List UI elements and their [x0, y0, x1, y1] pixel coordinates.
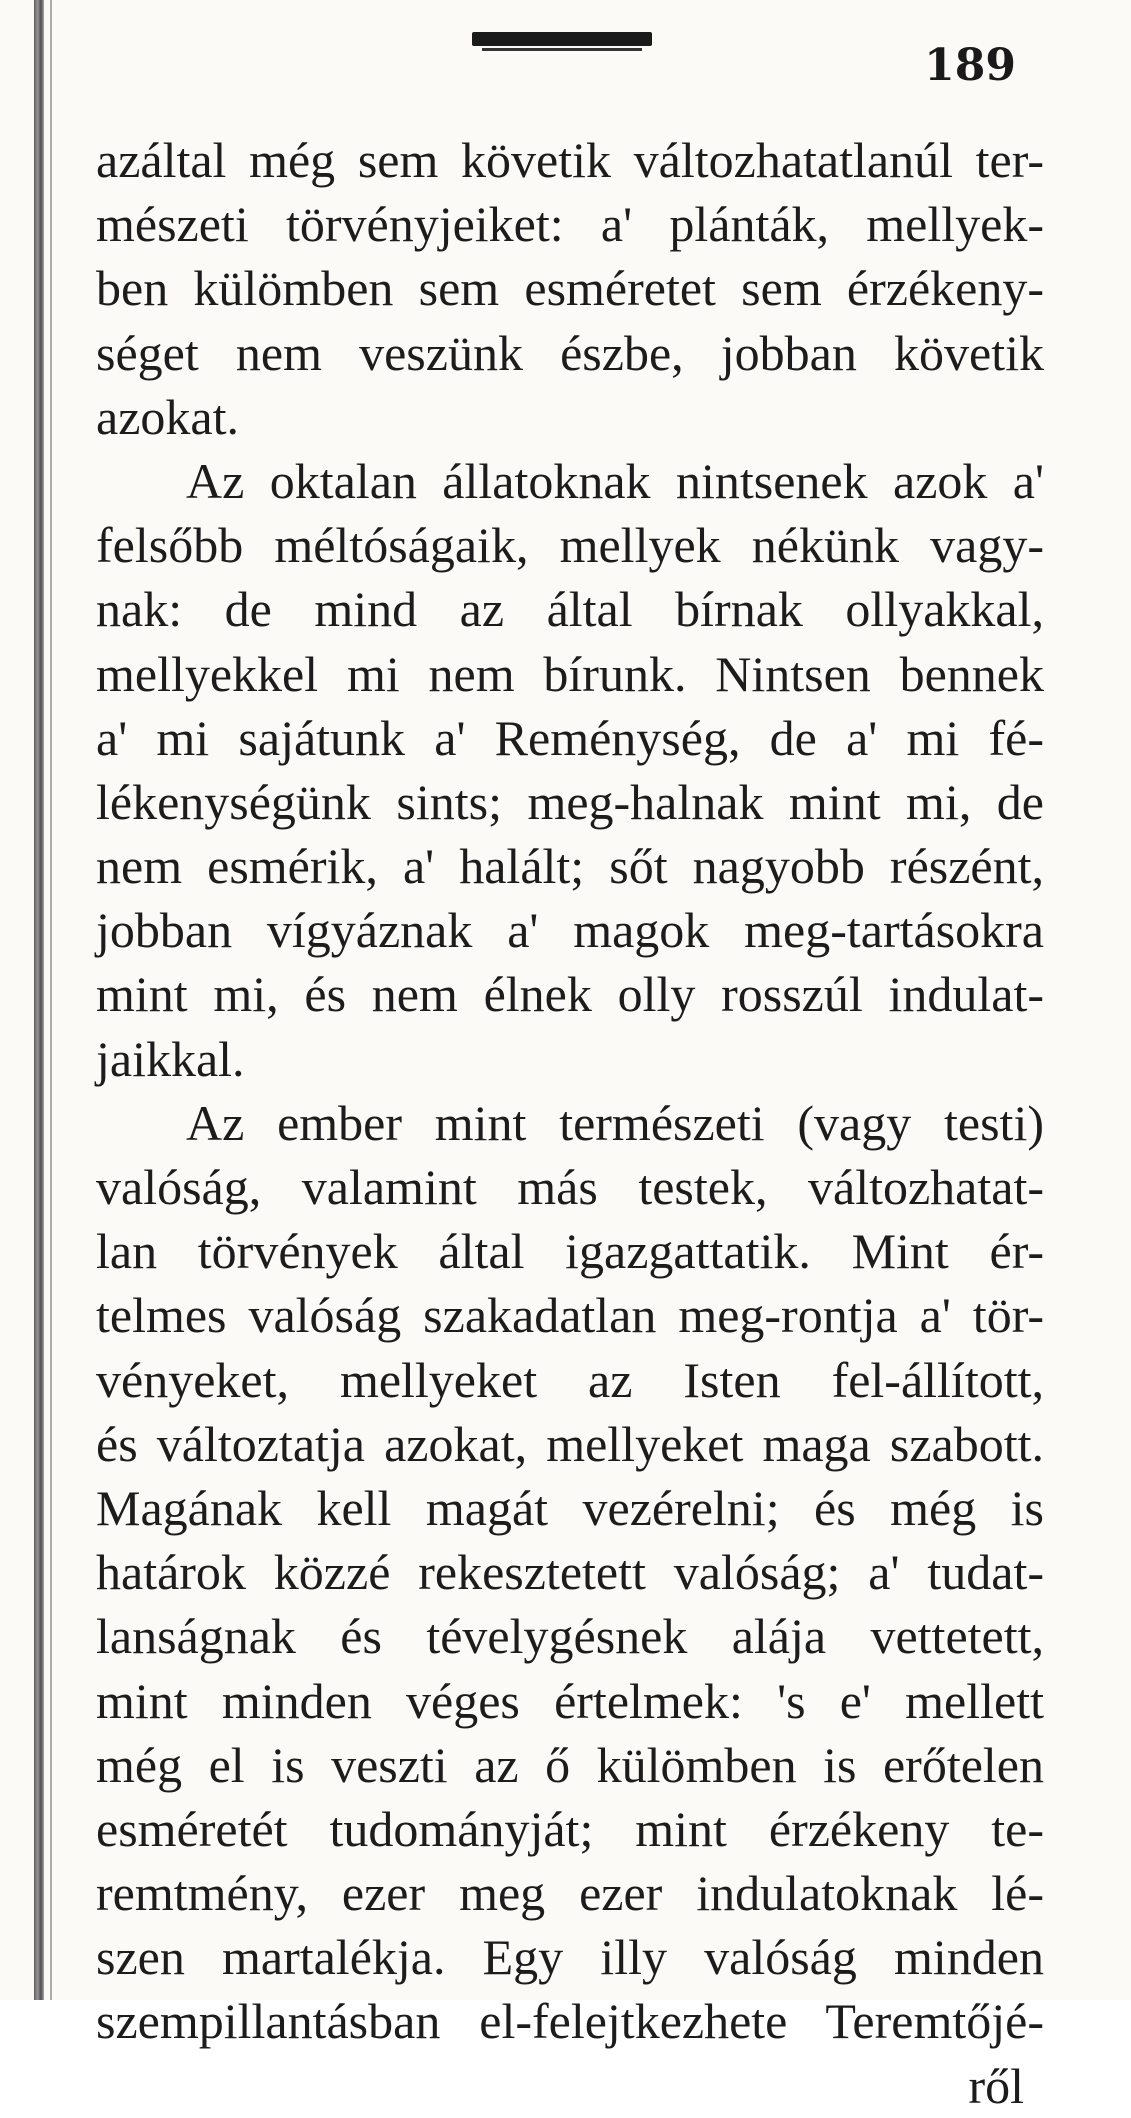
text-line: lékenységünk sints; meg-halnak mint mi, de	[96, 773, 1044, 830]
text-line: Az ember mint természeti (vagy testi)	[186, 1094, 1044, 1151]
header-ornament	[472, 32, 652, 46]
text-line: séget nem veszünk észbe, jobban követik	[96, 324, 1044, 381]
body-text	[96, 128, 1044, 2118]
text-line: mint minden véges értelmek: 's e' mellett	[96, 1672, 1044, 1729]
book-spine	[34, 0, 44, 2000]
text-line: határok közzé rekesztetett valóság; a' tudat-	[96, 1544, 1044, 1601]
text-line: vényeket, mellyeket az Isten fel-állított,	[96, 1351, 1044, 1408]
text-line: telmes valóság szakadatlan meg-rontja a' tör-	[96, 1287, 1044, 1344]
text-line: nak: de mind az által bírnak ollyakkal,	[96, 581, 1044, 638]
text-line: mészeti törvényjeiket: a' plánták, mellyek-	[96, 196, 1044, 253]
text-line: jobban vígyáznak a' magok meg-tartásokra	[96, 902, 1044, 959]
text-line: mint mi, és nem élnek olly rosszúl indulat-	[96, 966, 1044, 1023]
text-line: ben külömben sem esméretet sem érzékeny-	[96, 260, 1044, 317]
text-line: Az oktalan állatoknak nintsenek azok a'	[186, 452, 1044, 509]
text-line: jaikkal.	[96, 1030, 245, 1087]
text-line: lanságnak és tévelygésnek alája vettetett,	[96, 1608, 1044, 1665]
text-line: azokat.	[96, 388, 239, 445]
text-line: azáltal még sem követik változhatatlanúl ter-	[96, 132, 1044, 188]
text-line: szen martalékja. Egy illy valóság minden	[96, 1929, 1044, 1986]
text-line: és változtatja azokat, mellyeket maga szabott.	[96, 1415, 1044, 1472]
text-line: a' mi sajátunk a' Reménység, de a' mi fé-	[96, 709, 1044, 766]
text-line: esméretét tudományját; mint érzékeny te-	[96, 1800, 1044, 1857]
page-number: 189	[924, 40, 1016, 91]
text-line: felsőbb méltóságaik, mellyek nékünk vagy-	[96, 517, 1044, 574]
text-line: remtmény, ezer meg ezer indulatoknak lé-	[96, 1865, 1044, 1922]
text-line: nem esmérik, a' halált; sőt nagyobb részént,	[96, 838, 1044, 895]
text-line: lan törvények által igazgattatik. Mint ér-	[96, 1223, 1044, 1280]
spine-edge-line	[50, 0, 52, 2000]
text-line: még el is veszti az ő külömben is erőtelen	[96, 1736, 1044, 1793]
text-line: valóság, valamint más testek, változhatat-	[96, 1159, 1044, 1215]
text-line: mellyekkel mi nem bírunk. Nintsen bennek	[96, 645, 1044, 702]
text-line: Magának kell magát vezérelni; és még is	[96, 1479, 1044, 1536]
text-line: szempillantásban el-felejtkezhete Teremtőjé-	[96, 1993, 1044, 2050]
catchword: ről	[968, 2057, 1024, 2114]
